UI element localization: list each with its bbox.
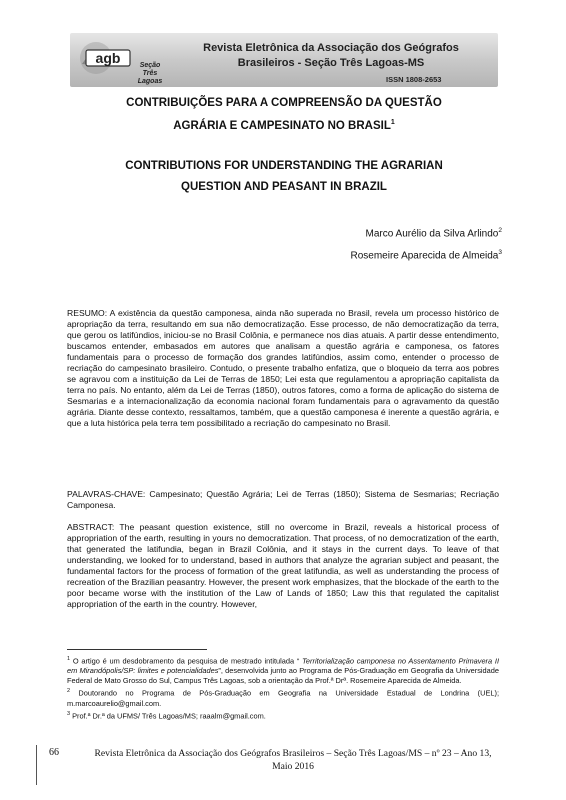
keywords-paragraph: PALAVRAS-CHAVE: Campesinato; Questão Agrária; Lei de Terras (1850); Sistema de Sesmarias; Recriação Camponesa. <box>67 489 499 510</box>
article-title-english: CONTRIBUTIONS FOR UNDERSTANDING THE AGRARIAN QUESTION AND PEASANT IN BRAZIL <box>125 160 443 193</box>
abstract-paragraph: ABSTRACT: The peasant question existence, still no overcome in Brazil, reveals a historical process of appropriation of the earth, resulting in yours no democratization. That process, of no democratization of the earth, that generated the latifundia, began in Brazil Colônia, and it stays in the current days. To leave of that understanding, we looked for to understand, based in authors that analyze the agrarian subject and peasant, the fundamental factors for the process of formation of the great latifundia, as well as understanding the process of recreation of the Brazilian peasantry. However, the present work emphasizes, that the blockade of the earth to the poor became worse with the institution of the Law of Lands of 1850; Law this that regulated the capitalist appropriation of the earth in the country. However, <box>67 522 499 609</box>
footnotes <box>67 654 499 721</box>
logo-text: agb <box>95 50 121 66</box>
author-1: Marco Aurélio da Silva Arlindo$^2$ <box>365 227 502 240</box>
footnote-3: $^3$ Prof.ª Dr.ª da UFMS/ Três Lagoas/MS; raaalm@gmail.com. <box>67 710 266 721</box>
article-title-portuguese: CONTRIBUIÇÕES PARA A COMPREENSÃO DA QUESTÃO AGRÁRIA E CAMPESINATO NO BRASIL$^1$ <box>126 97 442 132</box>
footnote-2: $^2$ Doutorando no Programa de Pós-Graduação em Geografia na Universidade Estadual de Londrina (UEL); m.marcoaurelio@gmail.com. <box>67 688 499 708</box>
footnote-mark: 1 <box>390 119 395 126</box>
footnote-divider <box>67 649 207 650</box>
logo-subtitle: Seção Três Lagoas <box>137 62 163 85</box>
footnote-1: $^1$ O artigo é um desdobramento da pesquisa de mestrado intitulada “ Territorialização camponesa no Assentamento Primavera II em Mirandópolis/SP: limites e potencialidades”, desenvolvida junto ao Programa de Pós-Graduação em Geografia da Universidade Federal de Mato Grosso do Sul, Campus Três Lagoas, sob a orientação da Prof.ª Drª. Rosemeire Aparecida de Almeida. <box>67 656 500 686</box>
journal-title: Revista Eletrônica da Associação dos Geógrafos Brasileiros - Seção Três Lagoas-MS <box>203 42 459 69</box>
author-2: Rosemeire Aparecida de Almeida$^3$ <box>350 249 502 262</box>
footer-side-rule <box>36 745 37 785</box>
page-footer: Revista Eletrônica da Associação dos Geógrafos Brasileiros – Seção Três Lagoas/MS – nº 23 – Ano 13, Maio 2016 <box>94 748 492 772</box>
page-number: 66 <box>49 747 59 758</box>
issn: ISSN 1808-2653 <box>386 75 442 84</box>
resumo-paragraph: RESUMO: A existência da questão camponesa, ainda não superada no Brasil, revela um processo histórico de apropriação da terra, resultando em sua não democratização. Esse processo, de não democratização da terra, que gerou os latifúndios, iniciou-se no Brasil Colônia, e permanece nos dias atuais. A partir desse entendimento, buscamos entender, embasados em autores que analisam a questão agrária e camponesa, os fatores fundamentais para o processo de formação dos grandes latifúndios, assim como, entender o processo de recriação do campesinato brasileiro. Contudo, o presente trabalho enfatiza, que o bloqueio da terra aos pobres se agravou com a instituição da Lei de Terras de 1850; Lei esta que regulamentou a apropriação capitalista da terra no país. No entanto, além da Lei de Terras (1850), outros fatores, como a forma de aplicação do sistema de Sesmarias e a internacionalização da economia nacional foram fundamentais para o agravamento da questão agrária. Diante desse contexto, ressaltamos, também, que a questão camponesa é inerente a questão agrária, e que a luta histórica pela terra tem possibilitado a recriação do campesinato no Brasil. <box>67 308 499 428</box>
